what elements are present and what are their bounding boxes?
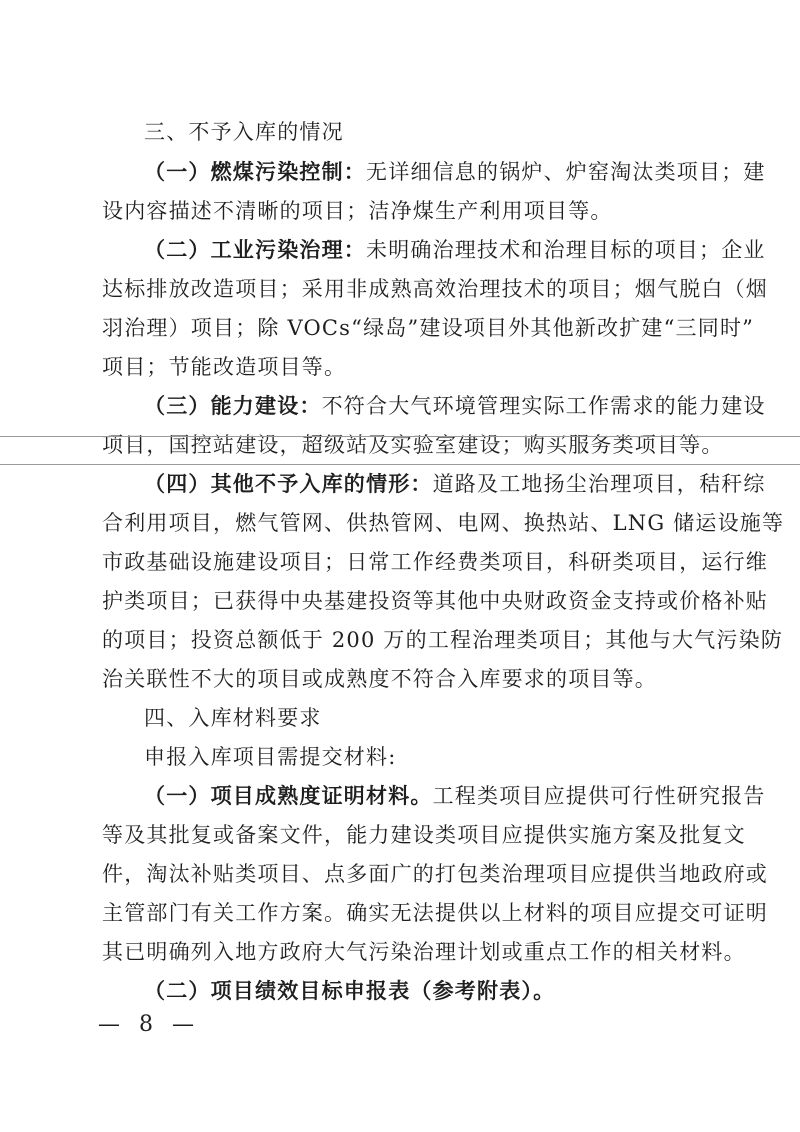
item-label-coal: （一）燃煤污染控制： (144, 159, 366, 184)
section-intro: 申报入库项目需提交材料: (144, 745, 397, 769)
paragraph-line: 其已明确列入地方政府大气污染治理计划或重点工作的相关材料。 (102, 940, 746, 964)
item-label-other: （四）其他不予入库的情形： (144, 471, 433, 496)
paragraph-line: 合利用项目，燃气管网、供热管网、电网、换热站、LNG 储运设施等 (102, 511, 785, 535)
paragraph-line: 主管部门有关工作方案。确实无法提供以上材料的项目应提交可证明 (102, 901, 768, 925)
paragraph-maturity-line-1 (144, 781, 766, 811)
item-label-industry: （二）工业污染治理： (144, 237, 366, 262)
paragraph-line: 的项目；投资总额低于 200 万的工程治理类项目；其他与大气污染防 (102, 628, 784, 652)
paragraph-line: 项目；节能改造项目等。 (102, 355, 347, 379)
item-text: 道路及工地扬尘治理项目，秸秆综 (432, 472, 766, 496)
paragraph-industry-line-1 (144, 235, 766, 265)
scan-line-bottom (0, 464, 800, 465)
item-text: 工程类项目应提供可行性研究报告 (432, 784, 766, 808)
paragraph-line: 达标排放改造项目；采用非成熟高效治理技术的项目；烟气脱白（烟 (102, 277, 768, 301)
paragraph-line: 设内容描述不清晰的项目；洁净煤生产利用项目等。 (102, 199, 613, 223)
paragraph-line: 等及其批复或备案文件，能力建设类项目应提供实施方案及批复文 (102, 823, 746, 847)
paragraph-line: 件，淘汰补贴类项目、点多面广的打包类治理项目应提供当地政府或 (102, 862, 768, 886)
paragraph-line: 项目，国控站建设，超级站及实验室建设；购买服务类项目等。 (102, 433, 724, 457)
paragraph-capacity-line-1 (144, 391, 766, 421)
item-text: 未明确治理技术和治理目标的项目；企业 (366, 238, 766, 262)
page-number: — 8 — (98, 1012, 200, 1037)
paragraph-line: 羽治理）项目；除 VOCs“绿岛”建设项目外其他新改扩建“三同时” (102, 316, 755, 340)
item-text: 不符合大气环境管理实际工作需求的能力建设 (321, 394, 766, 418)
paragraph-line: 护类项目；已获得中央基建投资等其他中央财政资金支持或价格补贴 (102, 589, 768, 613)
paragraph-line: 治关联性不大的项目或成熟度不符合入库要求的项目等。 (102, 667, 657, 691)
scan-line-top (0, 436, 800, 437)
item-text: 无详细信息的锅炉、炉窑淘汰类项目；建 (366, 160, 766, 184)
section-heading-3: 三、不予入库的情况 (144, 120, 344, 144)
paragraph-other-line-1 (144, 469, 766, 499)
item-label-maturity: （一）项目成熟度证明材料。 (144, 783, 433, 808)
paragraph-coal-line-1 (144, 157, 766, 187)
section-heading-4: 四、入库材料要求 (144, 706, 322, 730)
paragraph-line: 市政基础设施建设项目；日常工作经费类项目，科研类项目，运行维 (102, 550, 768, 574)
item-label-capacity: （三）能力建设： (144, 393, 322, 418)
item-label-performance: （二）项目绩效目标申报表（参考附表）。 (144, 978, 556, 1003)
